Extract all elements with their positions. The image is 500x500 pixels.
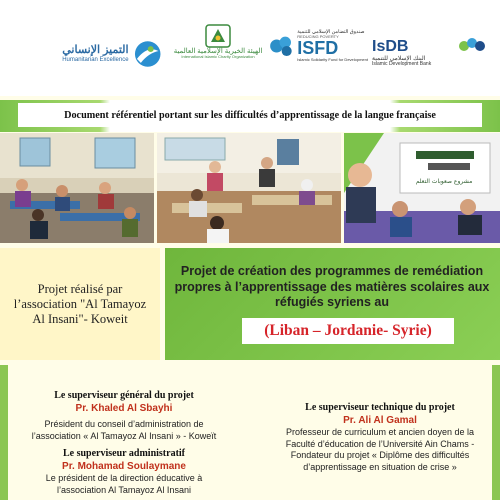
technical-supervisor-desc: Professeur de curriculum et ancien doyen de la Faculté d’éducation de l’Université Ain Chams - Fondateur du projet « Diplôme des difficultés d’apprentissage en situation de crise »: [285, 427, 475, 473]
iico-en: International Islamic Charity Organization: [181, 54, 255, 60]
isfd-name: ISFD: [297, 38, 339, 59]
general-supervisor: [14, 389, 234, 442]
left-green-edge: [0, 365, 8, 500]
countries-label: (Liban – Jordanie- Syrie): [242, 318, 454, 344]
right-green-edge: [492, 365, 500, 500]
general-supervisor-desc: Président du conseil d’administration de l’association « Al Tamayoz Al Insani » - Koweït: [31, 419, 217, 441]
isfd-ar: صندوق التضامن الإسلامي للتنمية: [297, 28, 365, 35]
isdb-ar: البنك الإسلامي للتنمية: [372, 55, 426, 62]
tamayoz-icon: [133, 39, 162, 69]
banner-box: [18, 103, 482, 127]
isdb-logo: [372, 36, 488, 70]
banner-text: Document référentiel portant sur les difficultés d’apprentissage de la langue française: [64, 109, 436, 121]
classroom-photo-1: [0, 133, 154, 243]
iico-logo: [170, 24, 266, 74]
isdb-icon: [456, 36, 488, 56]
project-owner-box: [0, 248, 160, 360]
technical-supervisor: [272, 401, 488, 474]
general-supervisor-role: Le superviseur général du projet: [54, 390, 194, 401]
logos-header: [0, 0, 500, 96]
administrative-supervisor: [14, 447, 234, 496]
classroom-photo-2: [157, 133, 341, 243]
administrative-supervisor-name: Pr. Mohamad Soulaymane: [62, 461, 186, 472]
isdb-name: IsDB: [372, 37, 409, 55]
isfd-icon: [268, 29, 295, 63]
iico-icon: [205, 24, 231, 48]
project-title-box: [165, 248, 500, 360]
tamayoz-logo: [52, 36, 162, 72]
technical-supervisor-role: Le superviseur technique du projet: [305, 402, 455, 413]
isfd-tag: REDUCING POVERTY: [297, 33, 339, 39]
iico-ar: الهيئة الخيرية الإسلامية العالمية: [173, 48, 263, 55]
isdb-en: Islamic Development Bank: [372, 60, 432, 67]
tamayoz-en: Humanitarian Excellence: [62, 56, 129, 63]
project-owner-text: Projet réalisé par l’association "Al Tamayoz Al Insani"- Koweit: [13, 281, 147, 326]
isfd-en: Islamic Solidarity Fund for Development: [297, 57, 368, 63]
classroom-photo-3: [344, 133, 500, 243]
project-title: Projet de création des programmes de remédiation propres à l’apprentissage des matières scolaires aux réfugiés syriens au: [174, 264, 490, 310]
administrative-supervisor-desc: Le président de la direction éducative à l’association Al Tamayoz Al Insani: [45, 473, 203, 495]
title-banner: [0, 100, 500, 132]
administrative-supervisor-role: Le superviseur administratif: [62, 448, 186, 459]
general-supervisor-name: Pr. Khaled Al Sbayhi: [75, 403, 173, 414]
isfd-logo: [268, 18, 368, 74]
photos-strip: [0, 133, 500, 243]
photo-banner-text: مشروع صعوبات التعلم: [415, 178, 473, 185]
tamayoz-ar: التميز الإنساني: [62, 44, 129, 57]
technical-supervisor-name: Pr. Ali Al Gamal: [343, 415, 417, 426]
